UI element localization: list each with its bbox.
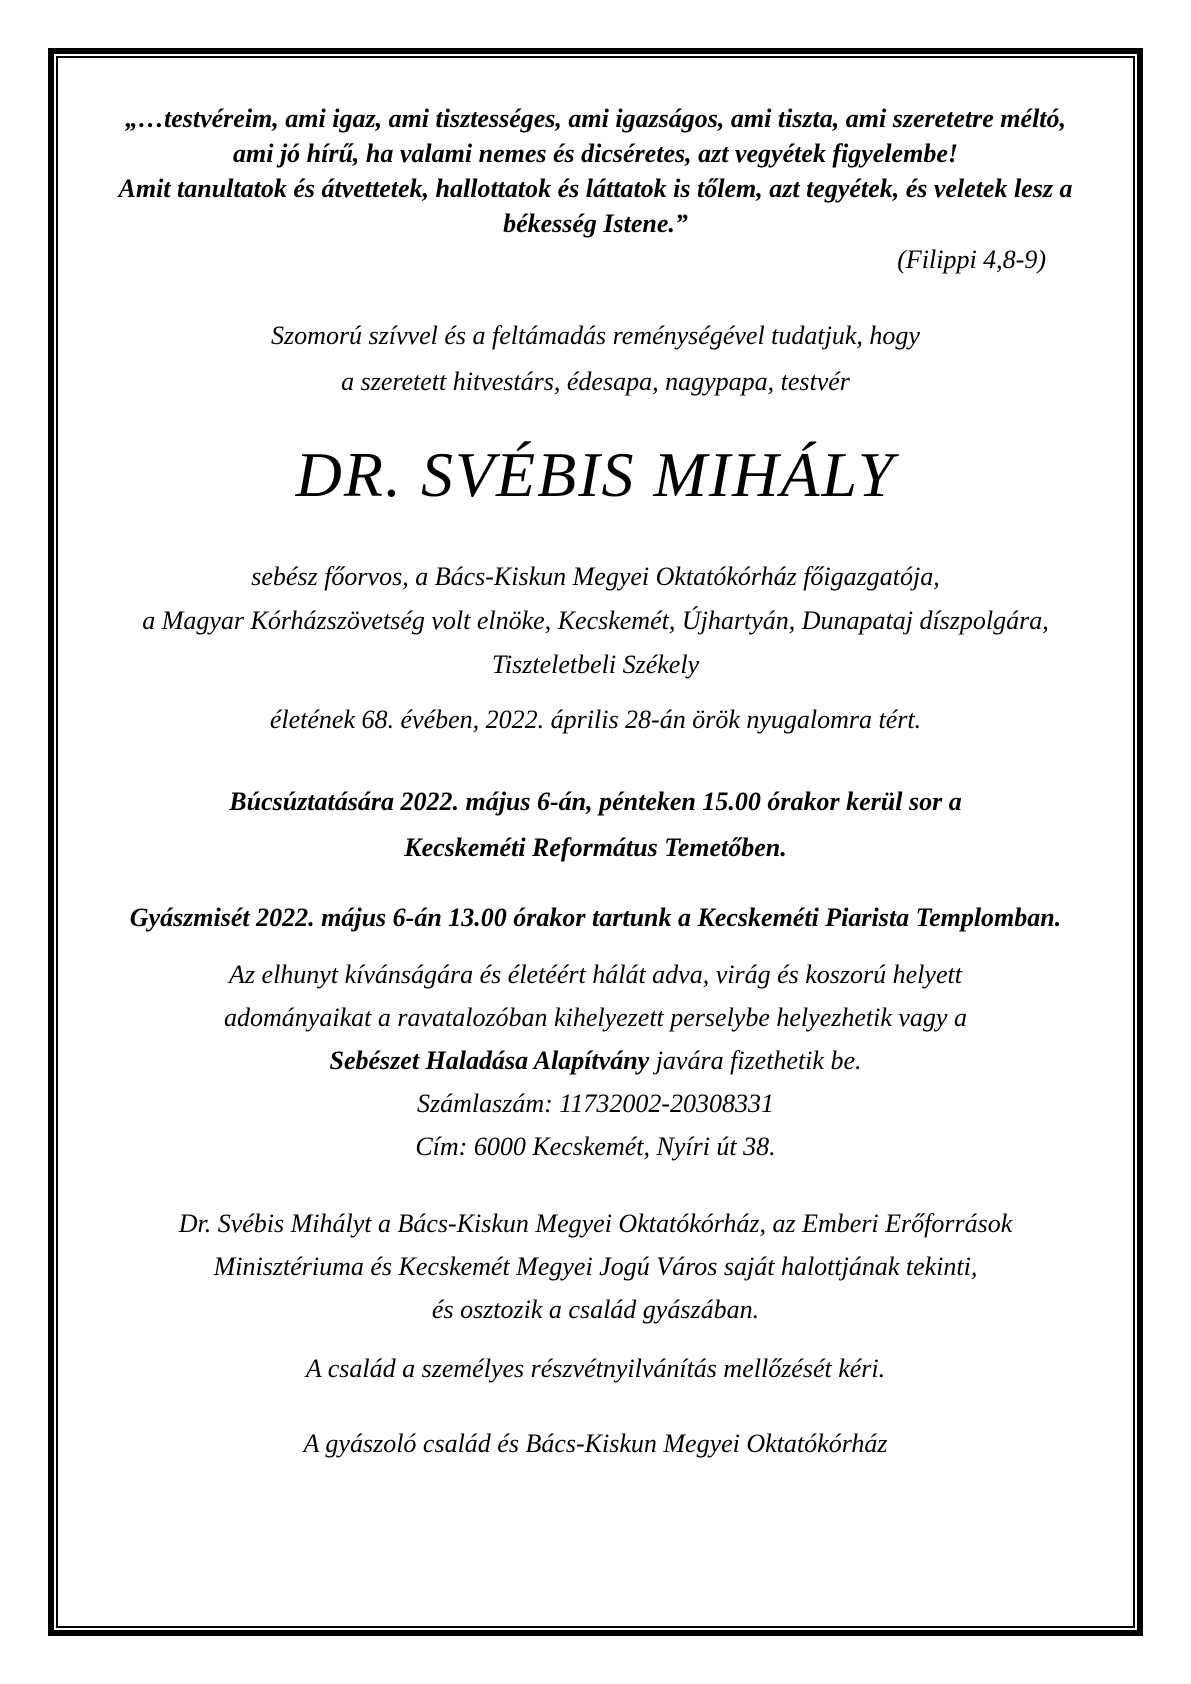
donation-line-3 xyxy=(83,1039,1108,1082)
condolence-request: A család a személyes részvétnyilvánítás mellőzését kéri. xyxy=(305,1354,886,1383)
donation-line-3-rest: javára fizethetik be. xyxy=(649,1046,862,1075)
farewell-line-2: Kecskeméti Református Temetőben. xyxy=(404,833,787,862)
title-line-1: sebész főorvos, a Bács-Kiskun Megyei Oktatókórház főigazgatója, xyxy=(251,562,940,591)
death-announcement xyxy=(83,313,1108,405)
scripture-quote-line-2: ami jó hírű, ha valami nemes és dicséretes, azt vegyétek figyelembe! xyxy=(233,139,958,168)
official-mourning-line-1: Dr. Svébis Mihályt a Bács-Kiskun Megyei Oktatókórház, az Emberi Erőforrások xyxy=(178,1209,1013,1238)
title-line-3: Tiszteletbeli Székely xyxy=(491,650,700,679)
scripture-quote-line-4: békesség Istene.” xyxy=(503,209,688,238)
farewell-notice xyxy=(83,779,1108,871)
official-mourning-line-2: Minisztériuma és Kecskemét Megyei Jogú Város saját halottjának tekinti, xyxy=(213,1252,978,1281)
obituary-document xyxy=(59,59,1132,1625)
deceased-titles xyxy=(83,555,1108,687)
announcement-line-1: Szomorú szívvel és a feltámadás reménységével tudatjuk, hogy xyxy=(271,321,920,350)
deceased-name: DR. SVÉBIS MIHÁLY xyxy=(295,439,896,510)
title-line-2: a Magyar Kórházszövetség volt elnöke, Kecskemét, Újhartyán, Dunapataj díszpolgára, xyxy=(142,606,1049,635)
scripture-quote-line-1: „…testvéreim, ami igaz, ami tisztességes, ami igazságos, ami tiszta, ami szeretetre méltó, xyxy=(124,104,1067,133)
scripture-quote xyxy=(83,101,1108,241)
farewell-line-1: Búcsúztatására 2022. május 6-án, pénteken 15.00 órakor kerül sor a xyxy=(229,787,962,816)
closing-signature: A gyászoló család és Bács-Kiskun Megyei Oktatókórház xyxy=(303,1429,888,1458)
official-mourning-line-3: és osztozik a család gyászában. xyxy=(431,1295,760,1324)
death-notice: életének 68. évében, 2022. április 28-án örök nyugalomra tért. xyxy=(269,705,922,734)
foundation-name: Sebészet Haladása Alapítvány xyxy=(329,1046,650,1075)
bank-account-number: Számlaszám: 11732002-20308331 xyxy=(416,1089,775,1118)
announcement-line-2: a szeretett hitvestárs, édesapa, nagypapa, testvér xyxy=(341,367,850,396)
memorial-mass-notice: Gyászmisét 2022. május 6-án 13.00 órakor tartunk a Kecskeméti Piarista Templomban. xyxy=(129,903,1062,932)
quote-attribution: (Filippi 4,8-9) xyxy=(897,245,1046,274)
donation-line-2: adományaikat a ravatalozóban kihelyezett perselybe helyezhetik vagy a xyxy=(224,1003,967,1032)
official-mourning-statement xyxy=(83,1202,1108,1331)
donation-info xyxy=(83,953,1108,1168)
foundation-address: Cím: 6000 Kecskemét, Nyíri út 38. xyxy=(415,1132,776,1161)
donation-line-1: Az elhunyt kívánságára és életéért hálát adva, virág és koszorú helyett xyxy=(229,960,962,989)
scripture-quote-line-3: Amit tanultatok és átvettetek, hallottatok és láttatok is tőlem, azt tegyétek, és veletek lesz a xyxy=(118,174,1073,203)
